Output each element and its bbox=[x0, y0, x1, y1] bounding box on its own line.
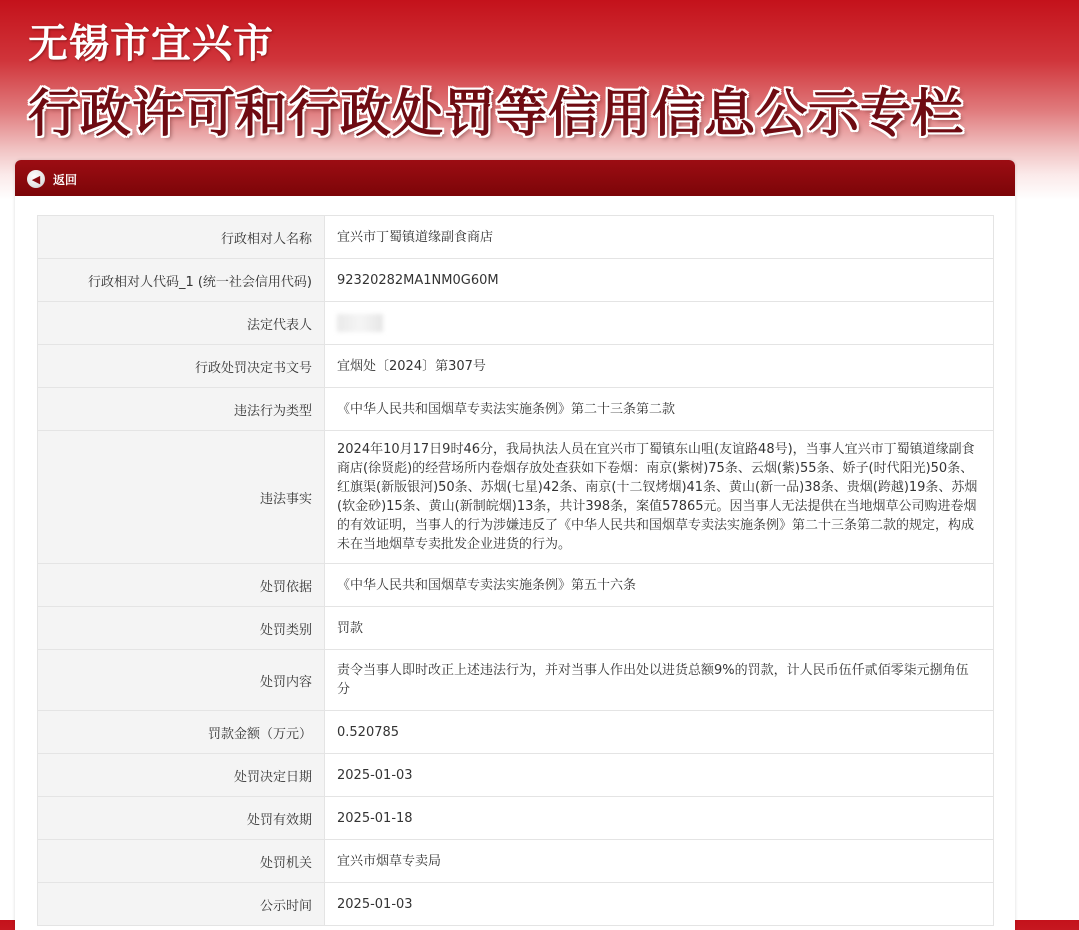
record-panel bbox=[15, 160, 1015, 930]
row-label: 处罚类别 bbox=[38, 607, 325, 650]
table-row bbox=[38, 259, 994, 302]
table-row bbox=[38, 431, 994, 564]
row-label: 处罚决定日期 bbox=[38, 754, 325, 797]
row-value: 2025-01-03 bbox=[325, 754, 994, 797]
row-value: 宜兴市烟草专卖局 bbox=[325, 840, 994, 883]
table-row bbox=[38, 711, 994, 754]
row-label: 行政相对人名称 bbox=[38, 216, 325, 259]
row-label: 行政相对人代码_1 (统一社会信用代码) bbox=[38, 259, 325, 302]
row-value: 罚款 bbox=[325, 607, 994, 650]
table-row bbox=[38, 216, 994, 259]
table-row bbox=[38, 650, 994, 711]
row-value: 2025-01-18 bbox=[325, 797, 994, 840]
row-value: 《中华人民共和国烟草专卖法实施条例》第五十六条 bbox=[325, 564, 994, 607]
row-label: 违法事实 bbox=[38, 431, 325, 564]
table-row bbox=[38, 388, 994, 431]
row-label: 公示时间 bbox=[38, 883, 325, 926]
row-value: 《中华人民共和国烟草专卖法实施条例》第二十三条第二款 bbox=[325, 388, 994, 431]
row-value: 0.520785 bbox=[325, 711, 994, 754]
redacted-name bbox=[337, 314, 383, 332]
banner-title: 行政许可和行政处罚等信用信息公示专栏 bbox=[28, 85, 965, 144]
banner-city: 无锡市宜兴市 bbox=[28, 21, 274, 67]
panel-header bbox=[15, 160, 1015, 196]
table-row bbox=[38, 754, 994, 797]
table-row bbox=[38, 797, 994, 840]
record-table bbox=[37, 215, 994, 926]
row-value: 宜兴市丁蜀镇道缘副食商店 bbox=[325, 216, 994, 259]
row-label: 行政处罚决定书文号 bbox=[38, 345, 325, 388]
row-value-redacted bbox=[325, 302, 994, 345]
table-row bbox=[38, 564, 994, 607]
row-label: 违法行为类型 bbox=[38, 388, 325, 431]
table-row bbox=[38, 302, 994, 345]
back-button-label: 返回 bbox=[53, 172, 78, 187]
row-label: 处罚依据 bbox=[38, 564, 325, 607]
table-row bbox=[38, 883, 994, 926]
back-arrow-icon: ◀ bbox=[27, 170, 45, 188]
row-value: 宜烟处〔2024〕第307号 bbox=[325, 345, 994, 388]
back-button[interactable] bbox=[27, 169, 77, 189]
row-value: 92320282MA1NM0G60M bbox=[325, 259, 994, 302]
row-value: 2025-01-03 bbox=[325, 883, 994, 926]
row-label: 法定代表人 bbox=[38, 302, 325, 345]
row-label: 处罚内容 bbox=[38, 650, 325, 711]
table-row bbox=[38, 840, 994, 883]
row-value: 2024年10月17日9时46分，我局执法人员在宜兴市丁蜀镇东山咀(友谊路48号)，当事人宜兴市丁蜀镇道缘副食商店(徐贤彪)的经营场所内卷烟存放处查获如下卷烟：南京(紫树)75条、云烟(紫)55条、娇子(时代阳光)50条、红旗渠(新版银河)50条、苏烟(七星)42条、南京(十二钗烤烟)41条、黄山(新一品)38条、贵烟(跨越)19条、苏烟(软金砂)15条、黄山(新制皖烟)13条，共计398条，案值57865元。因当事人无法提供在当地烟草公司购进卷烟的有效证明，当事人的行为涉嫌违反了《中华人民共和国烟草专卖法实施条例》第二十三条第二款的规定，构成未在当地烟草专卖批发企业进货的行为。 bbox=[325, 431, 994, 564]
page-banner bbox=[0, 0, 1079, 158]
row-label: 处罚机关 bbox=[38, 840, 325, 883]
row-label: 罚款金额（万元） bbox=[38, 711, 325, 754]
row-value: 责令当事人即时改正上述违法行为，并对当事人作出处以进货总额9%的罚款，计人民币伍仟贰佰零柒元捌角伍分 bbox=[325, 650, 994, 711]
row-label: 处罚有效期 bbox=[38, 797, 325, 840]
table-row bbox=[38, 607, 994, 650]
table-row bbox=[38, 345, 994, 388]
